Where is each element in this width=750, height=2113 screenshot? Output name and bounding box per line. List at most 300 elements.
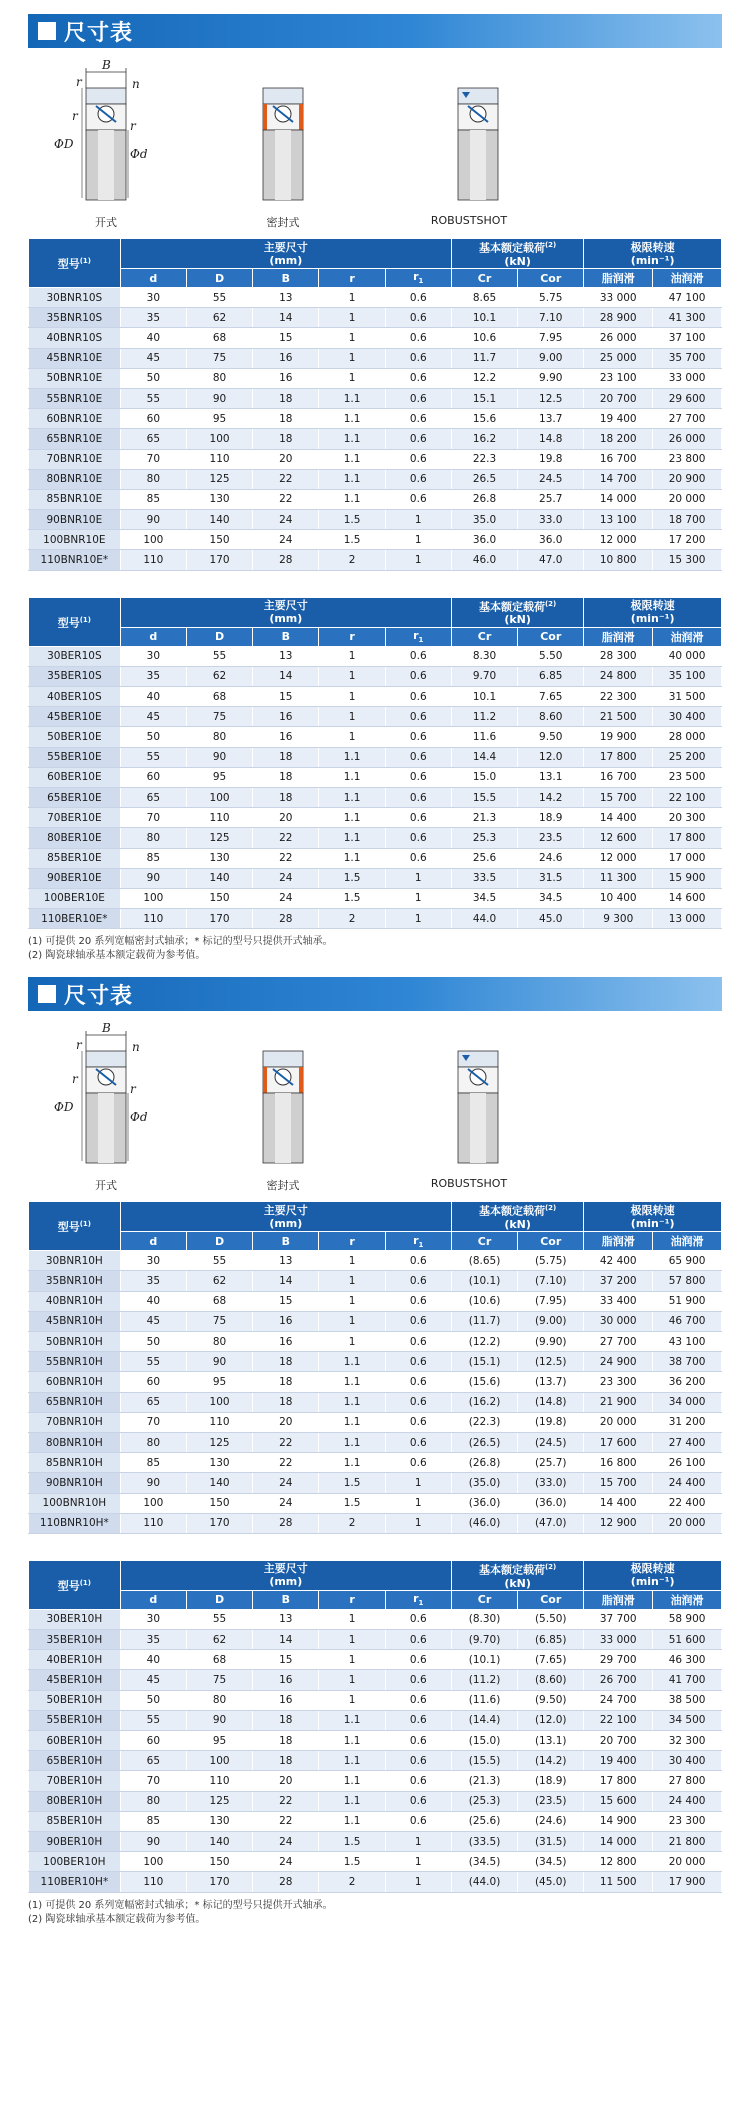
model-cell: 45BNR10H bbox=[29, 1311, 121, 1331]
model-cell: 70BNR10E bbox=[29, 449, 121, 469]
value-cell: 70 bbox=[120, 808, 186, 828]
value-cell: 10 400 bbox=[584, 888, 653, 908]
value-cell: 0.6 bbox=[385, 1650, 451, 1670]
value-cell: 41 700 bbox=[653, 1670, 722, 1690]
value-cell: 1.5 bbox=[319, 868, 385, 888]
value-cell: 47.0 bbox=[518, 550, 584, 570]
value-cell: 14 600 bbox=[653, 888, 722, 908]
bearing-spec-table bbox=[28, 1560, 722, 1893]
value-cell: (12.5) bbox=[518, 1352, 584, 1372]
value-cell: 25.7 bbox=[518, 489, 584, 509]
value-cell: 65 bbox=[120, 787, 186, 807]
value-cell: 60 bbox=[120, 409, 186, 429]
value-cell: 1.1 bbox=[319, 449, 385, 469]
value-cell: 130 bbox=[186, 1453, 252, 1473]
value-cell: 7.10 bbox=[518, 308, 584, 328]
value-cell: 140 bbox=[186, 868, 252, 888]
value-cell: 15 bbox=[253, 1291, 319, 1311]
value-cell: (21.3) bbox=[451, 1771, 517, 1791]
value-cell: 0.6 bbox=[385, 666, 451, 686]
value-cell: (7.65) bbox=[518, 1650, 584, 1670]
value-cell: 14 900 bbox=[584, 1811, 653, 1831]
value-cell: 0.6 bbox=[385, 1392, 451, 1412]
value-cell: 0.6 bbox=[385, 1332, 451, 1352]
value-cell: 58 900 bbox=[653, 1609, 722, 1629]
value-cell: 51 600 bbox=[653, 1630, 722, 1650]
value-cell: 16 bbox=[253, 1311, 319, 1331]
value-cell: 150 bbox=[186, 530, 252, 550]
svg-text:Φd: Φd bbox=[130, 1110, 148, 1125]
table-row bbox=[29, 510, 722, 530]
value-cell: (44.0) bbox=[451, 1872, 517, 1892]
table-row bbox=[29, 550, 722, 570]
value-cell: 14 000 bbox=[584, 489, 653, 509]
value-cell: 1.1 bbox=[319, 1811, 385, 1831]
open-bearing-cross-section-icon bbox=[46, 1021, 166, 1171]
value-cell: 30 400 bbox=[653, 1751, 722, 1771]
value-cell: 1 bbox=[385, 888, 451, 908]
value-cell: 11 300 bbox=[584, 868, 653, 888]
value-cell: 26 000 bbox=[584, 328, 653, 348]
value-cell: 45 bbox=[120, 1670, 186, 1690]
value-cell: 22 bbox=[253, 1432, 319, 1452]
value-cell: 100 bbox=[120, 1852, 186, 1872]
value-cell: (13.1) bbox=[518, 1731, 584, 1751]
value-cell: 55 bbox=[120, 747, 186, 767]
model-cell: 35BER10S bbox=[29, 666, 121, 686]
table-row bbox=[29, 1493, 722, 1513]
value-cell: 0.6 bbox=[385, 707, 451, 727]
value-cell: 35 bbox=[120, 1271, 186, 1291]
value-cell: 20 000 bbox=[653, 1513, 722, 1533]
value-cell: 29 700 bbox=[584, 1650, 653, 1670]
table-row bbox=[29, 828, 722, 848]
model-cell: 45BNR10E bbox=[29, 348, 121, 368]
value-cell: (9.00) bbox=[518, 1311, 584, 1331]
dimension-section bbox=[0, 977, 750, 1926]
value-cell: 24 bbox=[253, 868, 319, 888]
value-cell: 170 bbox=[186, 909, 252, 929]
value-cell: 15.1 bbox=[451, 388, 517, 408]
model-cell: 40BNR10H bbox=[29, 1291, 121, 1311]
value-cell: 14 400 bbox=[584, 1493, 653, 1513]
value-cell: 13 bbox=[253, 646, 319, 666]
value-cell: 125 bbox=[186, 828, 252, 848]
value-cell: 33 000 bbox=[584, 288, 653, 308]
value-cell: 28 bbox=[253, 1872, 319, 1892]
value-cell: (26.5) bbox=[451, 1432, 517, 1452]
value-cell: 1 bbox=[385, 530, 451, 550]
value-cell: 130 bbox=[186, 1811, 252, 1831]
value-cell: 30 bbox=[120, 1251, 186, 1271]
value-cell: 0.6 bbox=[385, 1771, 451, 1791]
value-cell: 18 bbox=[253, 787, 319, 807]
value-cell: 13 000 bbox=[653, 909, 722, 929]
value-cell: 16 700 bbox=[584, 767, 653, 787]
value-cell: 9 300 bbox=[584, 909, 653, 929]
table-row bbox=[29, 1412, 722, 1432]
value-cell: 11 500 bbox=[584, 1872, 653, 1892]
value-cell: 1 bbox=[319, 1311, 385, 1331]
value-cell: 5.50 bbox=[518, 646, 584, 666]
value-cell: 16.2 bbox=[451, 429, 517, 449]
value-cell: 70 bbox=[120, 449, 186, 469]
value-cell: 150 bbox=[186, 1493, 252, 1513]
value-cell: 20 bbox=[253, 1412, 319, 1432]
value-cell: 110 bbox=[120, 550, 186, 570]
model-cell: 100BNR10E bbox=[29, 530, 121, 550]
value-cell: 35 bbox=[120, 308, 186, 328]
value-cell: 43 100 bbox=[653, 1332, 722, 1352]
main-dimensions-header: 主要尺寸 (mm) bbox=[120, 1202, 451, 1232]
value-cell: 68 bbox=[186, 687, 252, 707]
svg-text:B: B bbox=[102, 1021, 111, 1036]
value-cell: 1.1 bbox=[319, 429, 385, 449]
model-cell: 110BER10H* bbox=[29, 1872, 121, 1892]
value-cell: 100 bbox=[120, 1493, 186, 1513]
value-cell: 0.6 bbox=[385, 828, 451, 848]
value-cell: (22.3) bbox=[451, 1412, 517, 1432]
value-cell: 20 bbox=[253, 808, 319, 828]
value-cell: 40 000 bbox=[653, 646, 722, 666]
table-row bbox=[29, 1811, 722, 1831]
section-header-bar bbox=[28, 14, 722, 48]
value-cell: 23 100 bbox=[584, 368, 653, 388]
model-cell: 85BER10E bbox=[29, 848, 121, 868]
table-row bbox=[29, 1372, 722, 1392]
value-cell: 0.6 bbox=[385, 1710, 451, 1730]
value-cell: 1 bbox=[319, 1251, 385, 1271]
table-row bbox=[29, 1831, 722, 1851]
value-cell: 24 900 bbox=[584, 1352, 653, 1372]
value-cell: 34 500 bbox=[653, 1710, 722, 1730]
model-cell: 30BER10S bbox=[29, 646, 121, 666]
value-cell: 7.65 bbox=[518, 687, 584, 707]
column-header: Cr bbox=[451, 627, 517, 646]
value-cell: 45.0 bbox=[518, 909, 584, 929]
value-cell: 8.60 bbox=[518, 707, 584, 727]
value-cell: 80 bbox=[186, 368, 252, 388]
model-cell: 80BNR10H bbox=[29, 1432, 121, 1452]
value-cell: 33.5 bbox=[451, 868, 517, 888]
value-cell: 12 800 bbox=[584, 1852, 653, 1872]
value-cell: 35.0 bbox=[451, 510, 517, 530]
value-cell: 18 bbox=[253, 388, 319, 408]
value-cell: 1 bbox=[319, 1690, 385, 1710]
table-row bbox=[29, 1513, 722, 1533]
model-cell: 50BNR10E bbox=[29, 368, 121, 388]
table-row bbox=[29, 646, 722, 666]
value-cell: 1.1 bbox=[319, 1432, 385, 1452]
value-cell: 36 200 bbox=[653, 1372, 722, 1392]
value-cell: 20 300 bbox=[653, 808, 722, 828]
value-cell: 15 bbox=[253, 1650, 319, 1670]
value-cell: 15 700 bbox=[584, 1473, 653, 1493]
value-cell: 22 bbox=[253, 1811, 319, 1831]
svg-text:r: r bbox=[130, 1082, 136, 1097]
column-header: d bbox=[120, 627, 186, 646]
value-cell: (9.70) bbox=[451, 1630, 517, 1650]
value-cell: 1 bbox=[319, 1291, 385, 1311]
value-cell: 68 bbox=[186, 1291, 252, 1311]
value-cell: (5.50) bbox=[518, 1609, 584, 1629]
value-cell: 18 bbox=[253, 1751, 319, 1771]
table-row bbox=[29, 787, 722, 807]
value-cell: 70 bbox=[120, 1771, 186, 1791]
value-cell: (7.95) bbox=[518, 1291, 584, 1311]
value-cell: 35 bbox=[120, 666, 186, 686]
table-row bbox=[29, 1731, 722, 1751]
bearing-diagrams bbox=[28, 48, 722, 238]
model-cell: 100BNR10H bbox=[29, 1493, 121, 1513]
limit-speed-header: 极限转速 (min⁻¹) bbox=[584, 1560, 722, 1590]
value-cell: (19.8) bbox=[518, 1412, 584, 1432]
value-cell: 20 000 bbox=[653, 489, 722, 509]
value-cell: (25.7) bbox=[518, 1453, 584, 1473]
table-row bbox=[29, 666, 722, 686]
value-cell: 33 000 bbox=[584, 1630, 653, 1650]
value-cell: 15.5 bbox=[451, 787, 517, 807]
column-header: 油润滑 bbox=[653, 269, 722, 288]
value-cell: 24 400 bbox=[653, 1791, 722, 1811]
sealed-bearing-cross-section-icon bbox=[253, 58, 313, 208]
value-cell: 16 bbox=[253, 707, 319, 727]
column-header: 脂润滑 bbox=[584, 1232, 653, 1251]
value-cell: 16 bbox=[253, 1690, 319, 1710]
value-cell: 2 bbox=[319, 909, 385, 929]
value-cell: 44.0 bbox=[451, 909, 517, 929]
value-cell: 1.5 bbox=[319, 530, 385, 550]
value-cell: 26.8 bbox=[451, 489, 517, 509]
value-cell: 10.6 bbox=[451, 328, 517, 348]
value-cell: 40 bbox=[120, 1291, 186, 1311]
open-type-label: 开式 bbox=[95, 216, 117, 229]
load-rating-header: 基本额定载荷$^{(2)}$ (kN) bbox=[451, 1202, 583, 1232]
value-cell: 45 bbox=[120, 707, 186, 727]
model-cell: 60BNR10E bbox=[29, 409, 121, 429]
value-cell: 0.6 bbox=[385, 1251, 451, 1271]
table-row bbox=[29, 1650, 722, 1670]
value-cell: 15 900 bbox=[653, 868, 722, 888]
value-cell: 22 100 bbox=[653, 787, 722, 807]
value-cell: 20 000 bbox=[584, 1412, 653, 1432]
value-cell: 170 bbox=[186, 1872, 252, 1892]
value-cell: 0.6 bbox=[385, 1811, 451, 1831]
value-cell: 14 bbox=[253, 1630, 319, 1650]
value-cell: 1.1 bbox=[319, 1372, 385, 1392]
value-cell: 46.0 bbox=[451, 550, 517, 570]
value-cell: (31.5) bbox=[518, 1831, 584, 1851]
table-row bbox=[29, 909, 722, 929]
value-cell: 85 bbox=[120, 1453, 186, 1473]
value-cell: 100 bbox=[186, 1392, 252, 1412]
value-cell: 45 bbox=[120, 1311, 186, 1331]
value-cell: (7.10) bbox=[518, 1271, 584, 1291]
table-row bbox=[29, 1392, 722, 1412]
value-cell: 2 bbox=[319, 1513, 385, 1533]
value-cell: 18 bbox=[253, 1710, 319, 1730]
value-cell: 28 bbox=[253, 1513, 319, 1533]
value-cell: 170 bbox=[186, 550, 252, 570]
model-header: 型号$^{(1)}$ bbox=[29, 1560, 121, 1609]
model-cell: 100BER10H bbox=[29, 1852, 121, 1872]
value-cell: 47 100 bbox=[653, 288, 722, 308]
value-cell: 1 bbox=[385, 909, 451, 929]
value-cell: (25.6) bbox=[451, 1811, 517, 1831]
value-cell: (15.1) bbox=[451, 1352, 517, 1372]
main-dimensions-header: 主要尺寸 (mm) bbox=[120, 597, 451, 627]
model-cell: 65BER10E bbox=[29, 787, 121, 807]
value-cell: 1 bbox=[385, 1513, 451, 1533]
value-cell: 110 bbox=[186, 1412, 252, 1432]
model-cell: 60BNR10H bbox=[29, 1372, 121, 1392]
value-cell: 0.6 bbox=[385, 787, 451, 807]
value-cell: 90 bbox=[186, 388, 252, 408]
value-cell: 34.5 bbox=[451, 888, 517, 908]
value-cell: 90 bbox=[186, 1352, 252, 1372]
value-cell: 55 bbox=[120, 388, 186, 408]
value-cell: 0.6 bbox=[385, 1311, 451, 1331]
value-cell: (33.5) bbox=[451, 1831, 517, 1851]
value-cell: 85 bbox=[120, 489, 186, 509]
column-header: r bbox=[319, 1232, 385, 1251]
model-header: 型号$^{(1)}$ bbox=[29, 597, 121, 646]
square-bullet-icon bbox=[38, 22, 56, 40]
value-cell: 26 700 bbox=[584, 1670, 653, 1690]
value-cell: 0.6 bbox=[385, 409, 451, 429]
value-cell: (8.30) bbox=[451, 1609, 517, 1629]
value-cell: 1.1 bbox=[319, 489, 385, 509]
model-cell: 100BER10E bbox=[29, 888, 121, 908]
value-cell: 15 700 bbox=[584, 787, 653, 807]
value-cell: 20 700 bbox=[584, 388, 653, 408]
main-dimensions-header: 主要尺寸 (mm) bbox=[120, 239, 451, 269]
value-cell: 110 bbox=[186, 449, 252, 469]
robustshot-bearing-cross-section-icon bbox=[448, 58, 508, 208]
model-cell: 110BNR10H* bbox=[29, 1513, 121, 1533]
value-cell: 46 700 bbox=[653, 1311, 722, 1331]
open-bearing-diagram bbox=[46, 1021, 166, 1193]
value-cell: 2 bbox=[319, 550, 385, 570]
value-cell: 0.6 bbox=[385, 429, 451, 449]
value-cell: 16 bbox=[253, 348, 319, 368]
model-cell: 80BNR10E bbox=[29, 469, 121, 489]
value-cell: 20 000 bbox=[653, 1852, 722, 1872]
value-cell: (24.6) bbox=[518, 1811, 584, 1831]
value-cell: 19.8 bbox=[518, 449, 584, 469]
value-cell: 16 bbox=[253, 727, 319, 747]
value-cell: (9.50) bbox=[518, 1690, 584, 1710]
model-cell: 40BER10H bbox=[29, 1650, 121, 1670]
value-cell: 12 900 bbox=[584, 1513, 653, 1533]
value-cell: (15.6) bbox=[451, 1372, 517, 1392]
value-cell: 1.5 bbox=[319, 1852, 385, 1872]
table-row bbox=[29, 767, 722, 787]
value-cell: 90 bbox=[120, 868, 186, 888]
value-cell: 80 bbox=[120, 469, 186, 489]
value-cell: 30 bbox=[120, 646, 186, 666]
value-cell: 13 bbox=[253, 288, 319, 308]
value-cell: 10.1 bbox=[451, 308, 517, 328]
sealed-bearing-cross-section-icon bbox=[253, 1021, 313, 1171]
model-cell: 30BNR10H bbox=[29, 1251, 121, 1271]
table-row bbox=[29, 469, 722, 489]
column-header: $r_1$ bbox=[385, 1232, 451, 1251]
value-cell: 65 900 bbox=[653, 1251, 722, 1271]
table-row bbox=[29, 1710, 722, 1730]
value-cell: 95 bbox=[186, 1731, 252, 1751]
value-cell: 34 000 bbox=[653, 1392, 722, 1412]
svg-text:r: r bbox=[130, 119, 136, 133]
model-cell: 35BER10H bbox=[29, 1630, 121, 1650]
value-cell: 32 300 bbox=[653, 1731, 722, 1751]
value-cell: (24.5) bbox=[518, 1432, 584, 1452]
table-row bbox=[29, 1271, 722, 1291]
value-cell: 1.1 bbox=[319, 1710, 385, 1730]
value-cell: 13 bbox=[253, 1251, 319, 1271]
column-header: $r_1$ bbox=[385, 1590, 451, 1609]
model-cell: 110BNR10E* bbox=[29, 550, 121, 570]
value-cell: 45 bbox=[120, 348, 186, 368]
value-cell: 27 400 bbox=[653, 1432, 722, 1452]
value-cell: 25 000 bbox=[584, 348, 653, 368]
value-cell: 27 800 bbox=[653, 1771, 722, 1791]
value-cell: 90 bbox=[120, 1831, 186, 1851]
value-cell: 80 bbox=[186, 727, 252, 747]
value-cell: 1.5 bbox=[319, 1473, 385, 1493]
value-cell: 18 bbox=[253, 747, 319, 767]
value-cell: 170 bbox=[186, 1513, 252, 1533]
sealed-bearing-diagram bbox=[253, 58, 313, 230]
table-row bbox=[29, 368, 722, 388]
model-header: 型号$^{(1)}$ bbox=[29, 239, 121, 288]
value-cell: 24 700 bbox=[584, 1690, 653, 1710]
value-cell: 140 bbox=[186, 1831, 252, 1851]
value-cell: (36.0) bbox=[451, 1493, 517, 1513]
value-cell: 62 bbox=[186, 666, 252, 686]
value-cell: 85 bbox=[120, 848, 186, 868]
value-cell: 90 bbox=[120, 1473, 186, 1493]
value-cell: 41 300 bbox=[653, 308, 722, 328]
value-cell: 46 300 bbox=[653, 1650, 722, 1670]
column-header: r bbox=[319, 627, 385, 646]
value-cell: 1 bbox=[319, 1609, 385, 1629]
value-cell: 0.6 bbox=[385, 646, 451, 666]
value-cell: 0.6 bbox=[385, 1630, 451, 1650]
value-cell: 16 bbox=[253, 1332, 319, 1352]
value-cell: 1 bbox=[385, 1872, 451, 1892]
value-cell: 1 bbox=[319, 646, 385, 666]
value-cell: (36.0) bbox=[518, 1493, 584, 1513]
value-cell: 1.1 bbox=[319, 787, 385, 807]
value-cell: 65 bbox=[120, 1751, 186, 1771]
value-cell: 24.5 bbox=[518, 469, 584, 489]
value-cell: 26 000 bbox=[653, 429, 722, 449]
value-cell: 0.6 bbox=[385, 1453, 451, 1473]
value-cell: 18 bbox=[253, 409, 319, 429]
value-cell: 22 bbox=[253, 1791, 319, 1811]
value-cell: 11.6 bbox=[451, 727, 517, 747]
table-row bbox=[29, 388, 722, 408]
value-cell: 22 bbox=[253, 469, 319, 489]
value-cell: 19 400 bbox=[584, 1751, 653, 1771]
value-cell: 1 bbox=[319, 1332, 385, 1352]
model-cell: 55BER10E bbox=[29, 747, 121, 767]
section-title: 尺寸表 bbox=[64, 983, 134, 1009]
value-cell: 75 bbox=[186, 1670, 252, 1690]
value-cell: 24 800 bbox=[584, 666, 653, 686]
value-cell: 19 900 bbox=[584, 727, 653, 747]
